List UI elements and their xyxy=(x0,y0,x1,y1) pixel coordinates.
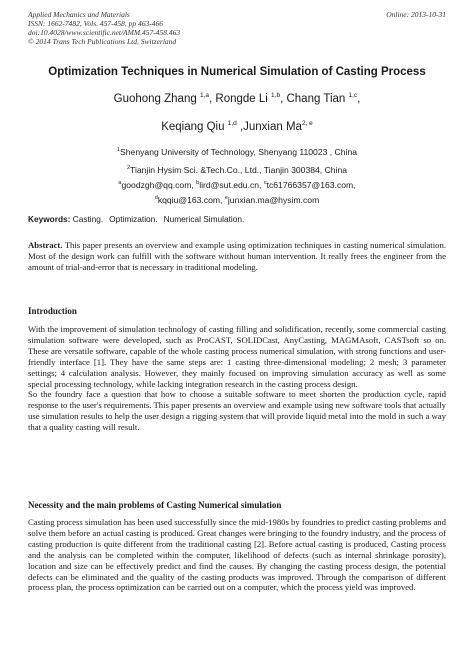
section-heading-necessity: Necessity and the main problems of Casting Numerical simulation xyxy=(28,500,282,510)
email-sup: c xyxy=(263,179,267,186)
author-sup: 1,d xyxy=(227,120,237,127)
author-name: Rongde Li xyxy=(215,92,268,105)
email: lird@sut.edu.cn, xyxy=(199,179,264,190)
affiliation-2 xyxy=(30,162,444,207)
email: goodzgh@qq.com, xyxy=(121,179,197,190)
keywords xyxy=(28,214,446,225)
email-sup: d xyxy=(154,194,158,201)
introduction-body xyxy=(28,324,446,433)
doi-line: doi:10.4028/www.scientific.net/AMM.457-458.463 xyxy=(28,28,181,37)
email-sup: b xyxy=(196,179,200,186)
abstract xyxy=(28,240,446,273)
copyright-line: © 2014 Trans Tech Publications Ltd, Switzerland xyxy=(28,37,177,46)
affiliation-1 xyxy=(30,144,444,159)
keyword: Casting. xyxy=(72,214,104,224)
author-line-1: Guohong Zhang $^{1,a}$, Rongde Li $^{1,b}$, Chang Tian $^{1,c}$, xyxy=(113,92,361,105)
keywords-label: Keywords: xyxy=(28,214,71,224)
affiliation-sup: 2 xyxy=(126,165,131,171)
author-sup: 1,b xyxy=(271,92,281,99)
paragraph: With the improvement of simulation technology of casting filling and solidification, recently, some commercial casting simulation software were developed, such as ProCAST, SOLIDCast, AnyCasting, MAGMAsoft, CASTsoft so on. These are versatile software, capable of the whole casting process numerical simulation, with strong functions and user-friendly interface [1]. They have the same steps are: 1 casting three-dimensional modeling; 2 mesh; 3 parameter settings; 4 calculation analysis. However, they mainly focused on improving simulation accuracy as well as some special processing technology, while lacking integration research in the casting process design. xyxy=(28,324,446,389)
email-line-2 xyxy=(30,192,444,207)
paper-title: Optimization Techniques in Numerical Simulation of Casting Process xyxy=(48,66,426,78)
abstract-text: This paper presents an overview and example using optimization techniques in casting numerical simulation. Most of the design work can fulfill with the software without human intervention. It really frees the engineer from the amount of trial-and-error that is necessary in traditional modeling. xyxy=(28,240,446,272)
section-heading-introduction: Introduction xyxy=(28,306,77,316)
keyword: Numerical Simulation. xyxy=(163,214,245,224)
author-name: Guohong Zhang xyxy=(113,92,197,105)
paragraph: So the foundry face a question that how to choose a suitable software to meet shorten the production cycle, rapid response to the user's requirements. This paper presents an overview and example using new software tools that actually use simulation results to help the user design a rigging system that will provide liquid metal into the mold in such a way that a quality casting will result. xyxy=(28,389,446,433)
author-line-2: Keqiang Qiu $^{1,d}$ ,Junxian Ma$^{2, e}$ xyxy=(161,120,313,133)
affiliation-text: Shenyang University of Technology, Shenyang 110023 , China xyxy=(120,146,358,157)
journal-name: Applied Mechanics and Materials xyxy=(28,10,130,19)
online-date: Online: 2013-10-31 xyxy=(386,10,446,19)
email: junxian.ma@hysim.com xyxy=(227,194,320,205)
keyword: Optimization. xyxy=(109,214,158,224)
affiliation-sup: 1 xyxy=(116,147,121,153)
author-name: Keqiang Qiu xyxy=(161,120,225,133)
email-sup: e xyxy=(224,194,228,201)
section2-body xyxy=(28,517,446,593)
author-sup: 1,a xyxy=(199,92,209,99)
email-line-1 xyxy=(30,177,444,192)
author-name: Junxian Ma xyxy=(243,120,302,133)
paragraph: Casting process simulation has been used successfully since the mid-1980s by foundries to predict casting problems and solve them before an actual casting is produced. Great changes were bringing to the foundry industry, and the process of casting production is quite different from the traditional casting [2]. Before actual casting is produced, Casting process and the analysis can be completed within the computer, likelihood of defects (such as internal shrinkage porosity), location and size can be effectively predict and find the causes. By changing the casting process design, the potential defects can be eliminated and the quality of the casting products was improved. Through the comparison of different process plan, the process optimization can be carried out on a computer, which the process yield was improved. xyxy=(28,517,446,593)
email: kqqiu@163.com, xyxy=(157,194,225,205)
author-sup: 2, e xyxy=(301,120,313,127)
email: tc61766357@163.com, xyxy=(266,179,356,190)
author-sup: 1,c xyxy=(348,92,358,99)
email-sup: a xyxy=(118,179,122,186)
affiliation-text: Tianjin Hysim Sci. &Tech.Co., Ltd., Tianjin 300384, China xyxy=(130,164,348,175)
abstract-label: Abstract. xyxy=(28,240,63,250)
issn-line: ISSN: 1662-7482, Vols. 457-458, pp 463-466 xyxy=(28,19,163,28)
author-name: Chang Tian xyxy=(286,92,346,105)
journal-header xyxy=(28,10,446,46)
